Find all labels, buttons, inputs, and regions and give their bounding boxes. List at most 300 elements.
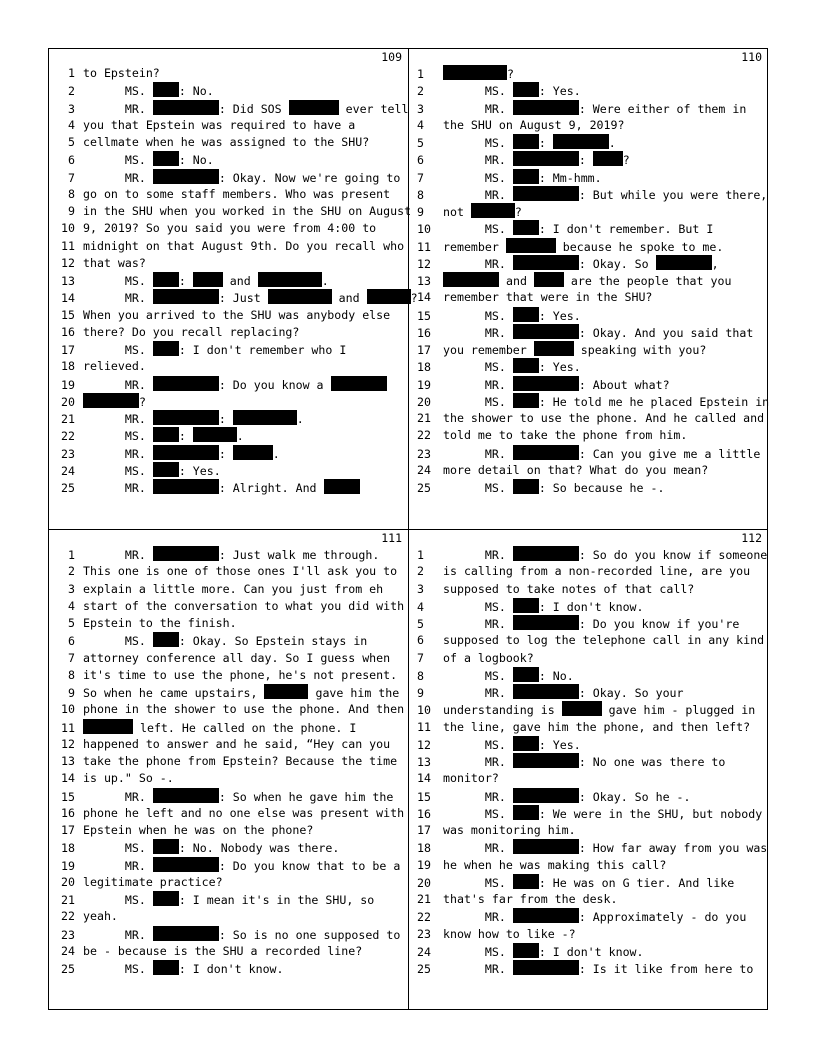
line-number: 14 — [417, 771, 431, 786]
line-number: 15 — [61, 789, 75, 804]
page-number: 112 — [741, 531, 762, 545]
transcript-line — [49, 410, 406, 427]
transcript-line — [49, 479, 406, 496]
line-text: Epstein to the finish. — [83, 616, 237, 630]
transcript-line — [49, 289, 418, 306]
transcript-line — [49, 736, 406, 753]
line-text: MR. — [83, 446, 153, 461]
line-text: are the people that you — [563, 274, 732, 288]
redaction-box — [258, 272, 322, 287]
transcript-line — [409, 632, 766, 649]
line-text: 9, 2019? So you said you were from 4:00 to — [83, 221, 377, 236]
transcript-line — [409, 857, 766, 874]
line-text: because he spoke to me. — [555, 239, 724, 254]
line-text: that's far from the desk. — [443, 892, 618, 906]
transcript-line — [409, 100, 766, 117]
line-text: : Okay. So Epstein stays in — [178, 634, 368, 649]
line-text: know how to like -? — [443, 926, 576, 941]
line-text: This one is one of those ones I'll ask you to — [83, 564, 398, 579]
line-number: 23 — [61, 446, 75, 461]
line-text: MR. — [83, 291, 153, 306]
line-text: ? — [622, 153, 630, 168]
transcript-line — [49, 255, 406, 272]
transcript-line — [409, 117, 766, 134]
transcript-line — [409, 563, 766, 580]
line-text: MR. — [443, 101, 513, 116]
transcript-line — [49, 943, 406, 960]
line-number: 6 — [68, 153, 75, 168]
line-text: : So when he gave him the — [218, 789, 394, 804]
line-number: 25 — [417, 962, 431, 976]
line-number: 1 — [68, 66, 75, 80]
redaction-box — [534, 272, 564, 287]
redaction-box — [513, 598, 539, 613]
line-text: ever tell — [338, 101, 409, 116]
transcript-line — [409, 65, 766, 82]
redaction-box — [506, 238, 556, 253]
line-number: 3 — [417, 581, 424, 596]
line-text: in the SHU when you worked in the SHU on August — [83, 204, 412, 218]
transcript-line — [409, 581, 766, 598]
line-number: 4 — [68, 117, 75, 132]
line-text: told me to take the phone from him. — [443, 428, 688, 443]
line-text: midnight on that August 9th. Do you recall who — [83, 238, 405, 253]
line-number: 18 — [417, 841, 431, 856]
line-text: : He told me he placed Epstein in — [538, 394, 770, 409]
line-text: : Okay. So your — [578, 686, 684, 700]
line-text: supposed to take notes of that call? — [443, 581, 695, 596]
line-number: 14 — [61, 291, 75, 306]
line-text: the line, gave him the phone, and then left? — [443, 719, 751, 734]
redaction-box — [513, 393, 539, 408]
line-text: MS. — [83, 274, 153, 288]
transcript-line — [409, 289, 766, 306]
line-number: 4 — [68, 598, 75, 613]
transcript-line — [49, 891, 406, 908]
redaction-box — [233, 445, 273, 460]
redaction-box — [331, 376, 387, 391]
line-number: 21 — [417, 411, 431, 425]
line-text: : Did SOS — [218, 101, 289, 116]
line-text: : Yes. — [538, 360, 581, 375]
line-text: MS. — [83, 153, 153, 168]
redaction-box — [513, 753, 579, 768]
redaction-box — [656, 255, 712, 270]
transcript-line — [409, 753, 766, 770]
line-number: 20 — [61, 394, 75, 409]
line-text: MR. — [83, 548, 153, 562]
redaction-box — [153, 272, 179, 287]
redaction-box — [83, 393, 139, 408]
transcript-line — [409, 169, 766, 186]
redaction-box — [153, 926, 219, 941]
redaction-box — [513, 943, 539, 958]
line-text: MR. — [83, 101, 153, 116]
line-text: the shower to use the phone. And he called and — [443, 411, 765, 425]
transcript-line — [49, 427, 406, 444]
line-text: MS. — [443, 170, 513, 185]
line-text: : — [578, 153, 593, 168]
redaction-box — [471, 203, 515, 218]
redaction-box — [513, 100, 579, 115]
line-text: MS. — [443, 394, 513, 409]
transcript-line — [409, 410, 766, 427]
line-text: ? — [139, 394, 146, 409]
line-text: : We were in the SHU, but nobody — [538, 806, 763, 821]
line-text: : Yes. — [178, 463, 221, 478]
transcript-line — [409, 220, 766, 237]
line-number: 7 — [68, 170, 75, 185]
line-number: 25 — [61, 962, 75, 976]
transcript-line — [409, 943, 766, 960]
line-number: 3 — [417, 101, 424, 116]
line-number: 18 — [61, 841, 75, 856]
page-number: 109 — [381, 50, 402, 64]
line-text: MS. — [443, 668, 513, 683]
line-number: 3 — [68, 101, 75, 116]
line-text: Epstein when he was on the phone? — [83, 823, 314, 837]
redaction-box — [233, 410, 297, 425]
line-text: to Epstein? — [83, 66, 160, 80]
redaction-box — [513, 186, 579, 201]
line-text: MR. — [443, 325, 513, 340]
line-text: go on to some staff members. Who was present — [83, 186, 391, 201]
line-number: 16 — [61, 805, 75, 820]
transcript-line — [49, 719, 406, 736]
transcript-line — [409, 358, 766, 375]
line-text: : Yes. — [538, 84, 581, 99]
transcript-line — [49, 788, 406, 805]
transcript-line — [49, 632, 406, 649]
redaction-box — [513, 220, 539, 235]
line-number: 6 — [417, 633, 424, 648]
line-text: MS. — [83, 463, 153, 478]
redaction-box — [153, 462, 179, 477]
line-number: 14 — [61, 771, 75, 786]
redaction-box — [193, 272, 223, 287]
line-number: 20 — [417, 394, 431, 409]
line-text: MR. — [443, 446, 513, 461]
line-text: : I mean it's in the SHU, so — [178, 893, 375, 907]
line-text: , — [711, 256, 719, 271]
redaction-box — [153, 546, 219, 561]
redaction-box — [513, 908, 579, 923]
line-text: : Okay. Now we're going to — [218, 170, 401, 185]
transcript-line — [49, 445, 406, 462]
transcript-line — [409, 427, 766, 444]
transcript-line — [409, 908, 766, 925]
line-number: 17 — [417, 343, 431, 357]
transcript-line — [409, 324, 766, 341]
line-text: : No one was there to — [578, 755, 726, 769]
line-text: : But while you were there, — [578, 187, 768, 202]
line-text: MR. — [443, 686, 513, 700]
line-text: be - because is the SHU a recorded line? — [83, 943, 363, 958]
redaction-box — [513, 169, 539, 184]
line-text: : Yes. — [538, 308, 581, 323]
page-number: 110 — [741, 50, 762, 64]
line-text: gave him the — [308, 686, 400, 700]
line-number: 11 — [61, 720, 75, 735]
line-number: 15 — [61, 307, 75, 322]
transcript-line — [409, 805, 766, 822]
line-number: 25 — [61, 481, 75, 495]
line-text: MR. — [443, 617, 513, 631]
line-text: MS. — [443, 737, 513, 752]
line-text: there? Do you recall replacing? — [83, 324, 300, 339]
line-text: : Yes. — [538, 737, 581, 752]
line-text: legitimate practice? — [83, 874, 223, 889]
line-number: 23 — [61, 927, 75, 942]
line-text: : Can you give me a little — [578, 446, 761, 461]
line-text: MS. — [443, 944, 513, 959]
redaction-box — [324, 479, 360, 494]
transcript-line — [49, 307, 406, 324]
line-text: ? — [410, 291, 418, 306]
redaction-box — [513, 615, 579, 630]
redaction-box — [513, 358, 539, 373]
line-text: : No. — [178, 84, 214, 99]
redaction-box — [153, 427, 179, 442]
line-number: 1 — [68, 548, 75, 562]
line-number: 8 — [417, 668, 424, 683]
redaction-box — [513, 546, 579, 561]
redaction-box — [513, 805, 539, 820]
transcript-line — [49, 393, 406, 410]
redaction-box — [153, 376, 219, 391]
line-number: 21 — [417, 892, 431, 906]
transcript-line — [409, 462, 766, 479]
line-text: : Just walk me through. — [218, 548, 380, 562]
line-number: 16 — [417, 325, 431, 340]
redaction-box — [153, 857, 219, 872]
redaction-box — [153, 479, 219, 494]
line-text: : Is it like from here to — [578, 962, 754, 976]
redaction-box — [367, 289, 411, 304]
transcript-line — [49, 169, 406, 186]
redaction-box — [153, 289, 219, 304]
transcript-line — [49, 117, 406, 134]
page-109 — [49, 49, 418, 529]
line-number: 12 — [417, 256, 431, 271]
transcript-line — [49, 82, 406, 99]
transcript-line — [49, 563, 406, 580]
line-text: MS. — [443, 84, 513, 99]
line-number: 11 — [417, 239, 431, 254]
line-text: MR. — [443, 910, 513, 925]
line-text: : I don't remember. But I — [538, 222, 714, 237]
page-110 — [409, 49, 768, 529]
redaction-box — [289, 100, 339, 115]
line-text: MS. — [83, 429, 153, 444]
line-number: 25 — [417, 481, 431, 495]
line-text: : No. — [178, 153, 214, 168]
line-number: 13 — [417, 274, 431, 288]
line-text: : How far away from you was — [578, 841, 768, 856]
line-number: 13 — [61, 274, 75, 288]
line-number: 10 — [417, 222, 431, 237]
redaction-box — [513, 479, 539, 494]
line-text: : He was on G tier. And like — [538, 875, 735, 890]
line-number: 6 — [417, 153, 424, 168]
line-number: 19 — [61, 858, 75, 873]
line-text: : So because he -. — [538, 481, 665, 495]
transcript-line — [49, 341, 406, 358]
transcript-line — [409, 393, 770, 410]
line-text: MR. — [443, 377, 513, 392]
line-text: explain a little more. Can you just from eh — [83, 581, 384, 596]
line-number: 12 — [417, 737, 431, 752]
line-text: MS. — [443, 308, 513, 323]
line-number: 2 — [417, 84, 424, 99]
line-number: 24 — [417, 944, 431, 959]
line-text: : Alright. And — [218, 481, 324, 495]
line-text: MS. — [83, 84, 153, 99]
line-text: MS. — [443, 481, 513, 495]
transcript-line — [409, 203, 766, 220]
line-number: 8 — [68, 186, 75, 201]
transcript-line — [49, 186, 406, 203]
transcript-line — [49, 546, 406, 563]
transcript-line — [409, 822, 766, 839]
line-number: 4 — [417, 599, 424, 614]
line-number: 2 — [417, 564, 424, 579]
line-text: MR. — [443, 841, 513, 856]
redaction-box — [153, 839, 179, 854]
line-text: : — [178, 274, 193, 288]
line-number: 18 — [417, 360, 431, 375]
line-text: and — [499, 274, 534, 288]
line-text: : — [218, 412, 233, 426]
transcript-line — [49, 462, 406, 479]
transcript-line — [49, 100, 409, 117]
line-number: 17 — [61, 343, 75, 357]
transcript-line — [409, 376, 766, 393]
line-number: 20 — [417, 875, 431, 890]
line-text: happened to answer and he said, “Hey can you — [83, 736, 391, 751]
line-number: 5 — [68, 616, 75, 630]
redaction-box — [153, 169, 219, 184]
line-number: 6 — [68, 634, 75, 649]
transcript-line — [409, 598, 766, 615]
transcript-line — [409, 736, 766, 753]
line-text: : About what? — [578, 377, 670, 392]
transcript-line — [409, 667, 766, 684]
line-text: yeah. — [83, 909, 118, 924]
line-number: 18 — [61, 359, 75, 374]
line-number: 17 — [61, 823, 75, 837]
line-number: 7 — [68, 650, 75, 665]
line-number: 13 — [417, 755, 431, 769]
redaction-box — [153, 788, 219, 803]
line-number: 10 — [61, 702, 75, 717]
line-text: : No. — [538, 668, 574, 683]
transcript-line — [49, 701, 406, 718]
transcript-line — [49, 839, 406, 856]
line-text: MR. — [443, 755, 513, 769]
transcript-line — [409, 151, 766, 168]
transcript-line — [409, 255, 766, 272]
line-number: 21 — [61, 412, 75, 426]
line-text: and — [331, 291, 367, 306]
line-text: : Do you know if you're — [578, 617, 740, 631]
redaction-box — [268, 289, 332, 304]
line-text: that was? — [83, 255, 146, 270]
transcript-line — [409, 272, 766, 289]
redaction-box — [83, 719, 133, 734]
line-text: gave him - plugged in — [601, 703, 756, 718]
line-text: : Approximately - do you — [578, 910, 747, 925]
line-text: monitor? — [443, 771, 499, 786]
redaction-box — [513, 134, 539, 149]
redaction-box — [513, 667, 539, 682]
line-text: more detail on that? What do you mean? — [443, 462, 709, 477]
transcript-line — [409, 960, 766, 977]
line-text: was monitoring him. — [443, 823, 576, 837]
line-text: and — [222, 274, 258, 288]
transcript-line — [49, 151, 406, 168]
line-text: MR. — [83, 412, 153, 426]
line-text: : — [178, 429, 193, 444]
redaction-box — [553, 134, 609, 149]
line-text: : I don't know. — [538, 944, 644, 959]
line-number: 17 — [417, 823, 431, 837]
line-number: 20 — [61, 874, 75, 889]
line-text: take the phone from Epstein? Because the time — [83, 754, 398, 768]
line-text: MR. — [443, 187, 513, 202]
transcript-line — [49, 753, 406, 770]
line-number: 9 — [68, 204, 75, 218]
redaction-box — [153, 410, 219, 425]
line-number: 22 — [61, 429, 75, 444]
page-111 — [49, 530, 408, 1010]
line-number: 9 — [68, 686, 75, 700]
line-number: 12 — [61, 255, 75, 270]
line-number: 1 — [417, 67, 424, 81]
redaction-box — [562, 701, 602, 716]
line-number: 1 — [417, 548, 424, 562]
transcript-line — [49, 684, 406, 701]
redaction-box — [534, 341, 574, 356]
line-text: MR. — [83, 927, 153, 942]
transcript-line — [409, 479, 766, 496]
redaction-box — [153, 632, 179, 647]
transcript-line — [49, 581, 406, 598]
line-number: 19 — [417, 857, 431, 872]
redaction-box — [513, 324, 579, 339]
redaction-box — [513, 874, 539, 889]
transcript-line — [409, 684, 766, 701]
line-number: 23 — [417, 446, 431, 461]
line-text: relieved. — [83, 359, 146, 374]
line-text: of a logbook? — [443, 650, 534, 665]
line-text: : Okay. So he -. — [578, 789, 691, 804]
line-text: : I don't know. — [178, 962, 284, 976]
line-number: 7 — [417, 170, 424, 185]
line-number: 4 — [417, 117, 424, 132]
line-text: attorney conference all day. So I guess when — [83, 650, 391, 665]
line-number: 9 — [417, 686, 424, 700]
line-text: you that Epstein was required to have a — [83, 117, 356, 132]
line-text: MS. — [443, 136, 513, 150]
redaction-box — [513, 376, 579, 391]
line-text: : So is no one supposed to — [218, 927, 401, 942]
line-number: 10 — [417, 703, 431, 718]
line-text: MR. — [83, 481, 153, 495]
line-text: . — [321, 274, 329, 288]
line-text: phone he left and no one else was present with — [83, 805, 405, 820]
line-text: When you arrived to the SHU was anybody else — [83, 307, 391, 322]
